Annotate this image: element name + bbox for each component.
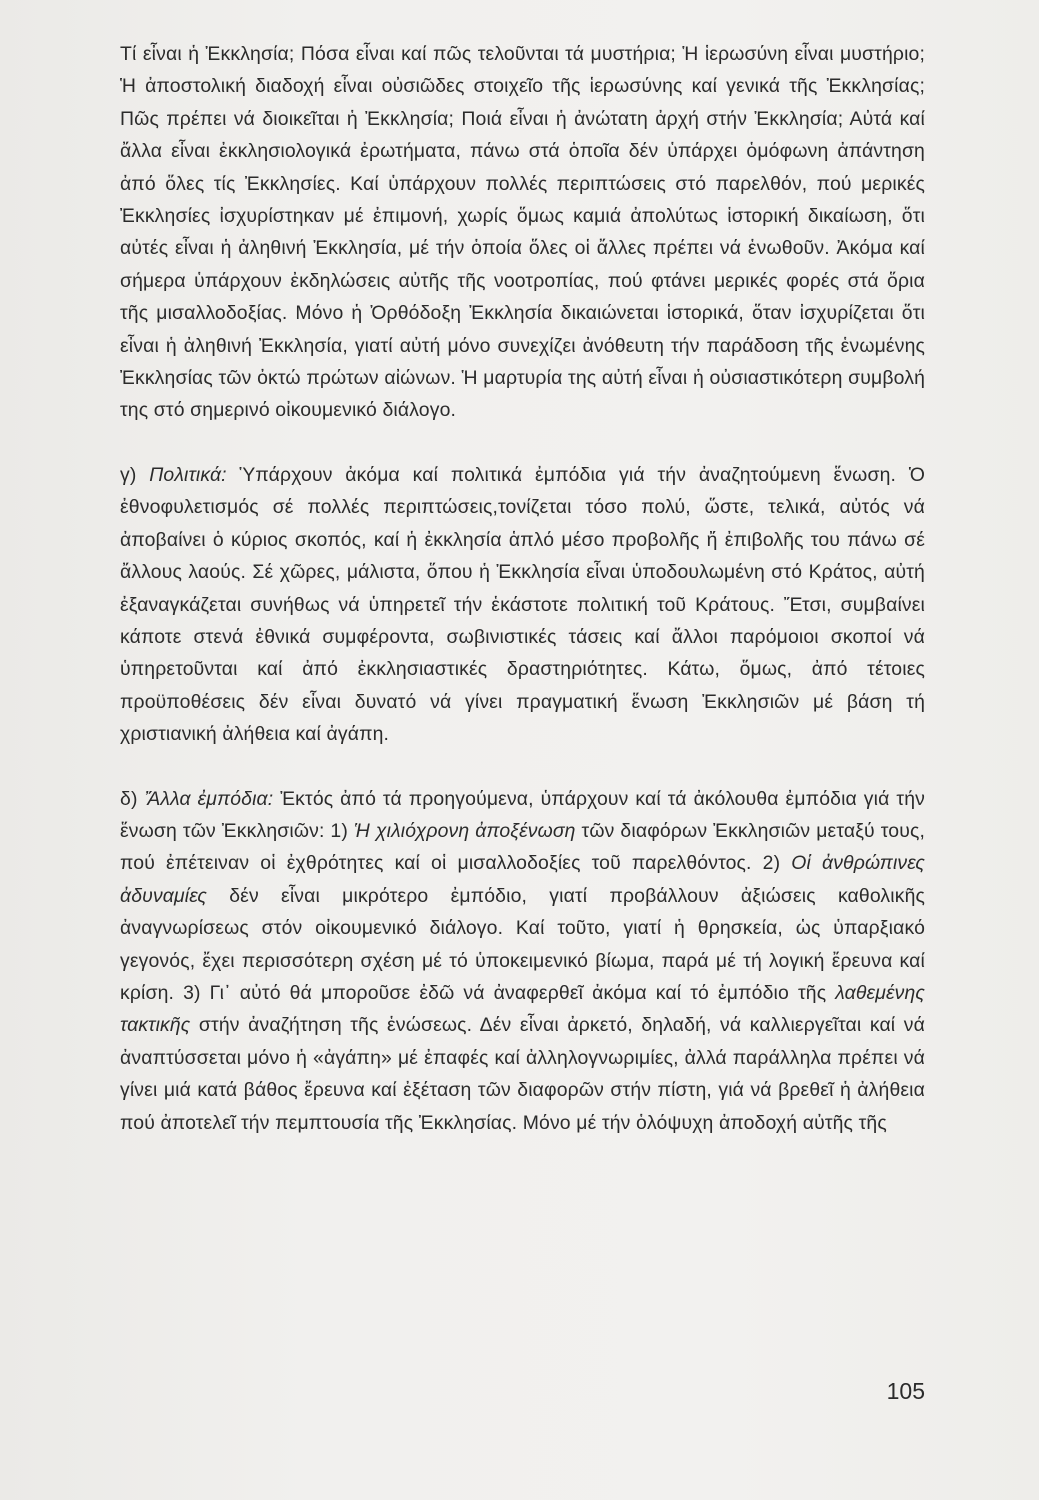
page-number: 105 [886,1378,925,1404]
text-run: Ὑπάρχουν ἀκόμα καί πολιτικά ἐμπόδια γιά τήν ἀναζητούμενη ἕνωση. Ὁ ἐθνοφυλετισμός σέ πολλές περιπτώσεις,τονίζεται τόσο πολύ, ὥστε, τελικά, αὐτός νά ἀποβαίνει ὁ κύριος σκοπός, καί ἡ ἐκκλησία ἁπλό μέσο προβολῆς ἤ ἐπιβολῆς του πάνω σέ ἄλλους λαούς. Σέ χῶρες, μάλιστα, ὅπου ἡ Ἐκκλησία εἶναι ὑποδουλωμένη στό Κράτος, αὐτή ἐξαναγκάζεται συνήθως νά ὑπηρετεῖ τήν ἑκάστοτε πολιτική τοῦ Κράτους. Ἔτσι, συμβαίνει κάποτε στενά ἐθνικά συμφέροντα, σωβινιστικές τάσεις καί ἄλλοι παρόμοιοι σκοποί νά ὑπηρετοῦνται καί ἀπό ἐκκλησιαστικές δραστηριότητες. Κάτω, ὅμως, ἀπό τέτοιες προϋποθέσεις δέν εἶναι δυνατό νά γίνει πραγματική ἕνωση Ἐκκλησιῶν μέ βάση τή χριστιανική ἀλήθεια καί ἀγάπη. [120,463,925,746]
paragraph-other-obstacles [120,783,925,1139]
section-heading-italic: Πολιτικά: [149,463,227,486]
text-run: Τί εἶναι ἡ Ἐκκλησία; Πόσα εἶναι καί πῶς τελοῦνται τά μυστήρια; Ἡ ἱερωσύνη εἶναι μυστήριο; Ἡ ἀποστολική διαδοχή εἶναι οὐσιῶδες στοιχεῖο τῆς ἱερωσύνης καί γενικά τῆς Ἐκκλησίας; Πῶς πρέπει νά διοικεῖται ἡ Ἐκκλησία; Ποιά εἶναι ἡ ἀνώτατη ἀρχή στήν Ἐκκλησία; Αὐτά καί ἄλλα εἶναι ἐκκλησιολογικά ἐρωτήματα, πάνω στά ὁποῖα δέν ὑπάρχει ὁμόφωνη ἀπάντηση ἀπό ὅλες τίς Ἐκκλησίες. Καί ὑπάρχουν πολλές περιπτώσεις στό παρελθόν, πού μερικές Ἐκκλησίες ἰσχυρίστηκαν μέ ἐπιμονή, χωρίς ὅμως καμιά ἀπολύτως ἱστορική δικαίωση, ὅτι αὐτές εἶναι ἡ ἀληθινή Ἐκκλησία, μέ τήν ὁποία ὅλες οἱ ἄλλες πρέπει νά ἑνωθοῦν. Ἀκόμα καί σήμερα ὑπάρχουν ἐκδηλώσεις αὐτῆς τῆς νοοτροπίας, πού φτάνει μερικές φορές στά ὅρια τῆς μισαλλοδοξίας. Μόνο ἡ Ὀρθόδοξη Ἐκκλησία δικαιώνεται ἱστορικά, ὅταν ἰσχυρίζεται ὅτι εἶναι ἡ ἀληθινή Ἐκκλησία, γιατί αὐτή μόνο συνεχίζει ἀνόθευτη τήν παράδοση τῆς ἑνωμένης Ἐκκλησίας τῶν ὀκτώ πρώτων αἰώνων. Ἡ μαρτυρία της αὐτή εἶναι ἡ οὐσιαστικότερη συμβολή της στό σημερινό οἰκουμενικό διάλογο. [120,43,925,422]
text-run: δέν εἶναι μικρότερο ἐμπόδιο, γιατί προβάλλουν ἀξιώσεις καθολικῆς ἀναγνωρίσεως στόν οἰκουμενικό διάλογο. Καί τοῦτο, γιατί ἡ θρησκεία, ὡς ὑπαρξιακό γεγονός, ἔχει περισσότερη σχέση μέ τό ὑποκειμενικό βίωμα, παρά μέ τή λογική ἔρευνα καί κρίση. 3) Γι᾿ αὐτό θά μποροῦσε ἐδῶ νά ἀναφερθεῖ ἀκόμα καί τό ἐμπόδιο τῆς [120,884,925,1004]
paragraph-political-obstacles [120,459,925,751]
section-heading-italic: Ἄλλα ἐμπόδια: [144,787,274,810]
text-run: Ἐκτός ἀπό τά προηγούμενα, ὑπάρχουν καί τά ἀκόλουθα ἐμπόδια γιά τήν ἕνωση τῶν Ἐκκλησιῶν: 1) [120,787,925,842]
text-run: τῶν διαφόρων Ἐκκλησιῶν μεταξύ τους, πού ἐπέτειναν οἱ ἐχθρότητες καί οἱ μισαλλοδοξίες τοῦ παρελθόντος. 2) [120,819,925,875]
text-run: στήν ἀναζήτηση τῆς ἑνώσεως. Δέν εἶναι ἀρκετό, δηλαδή, νά καλλιεργεῖται καί νά ἀναπτύσσεται μόνο ἡ «ἀγάπη» μέ ἐπαφές καί ἀλληλογνωριμίες, ἀλλά παράλληλα πρέπει νά γίνει μιά κατά βάθος ἔρευνα καί ἐξέταση τῶν διαφορῶν στήν πίστη, γιά νά βρεθεῖ ἡ ἀλήθεια πού ἀποτελεῖ τήν πεμπτουσία τῆς Ἐκκλησίας. Μόνο μέ τήν ὁλόψυχη ἀποδοχή αὐτῆς τῆς [120,1014,925,1134]
emphasis-italic: λαθεμένης τακτικῆς [120,981,925,1037]
body-text [120,38,925,1139]
emphasis-italic: Ἡ χιλιόχρονη ἀποξένωση [353,819,576,842]
item-label: δ) [120,787,145,810]
paragraph-ecclesiology [120,38,925,427]
item-label: γ) [120,463,150,486]
emphasis-italic: Οἱ ἀνθρώπινες ἀδυναμίες [120,852,925,907]
